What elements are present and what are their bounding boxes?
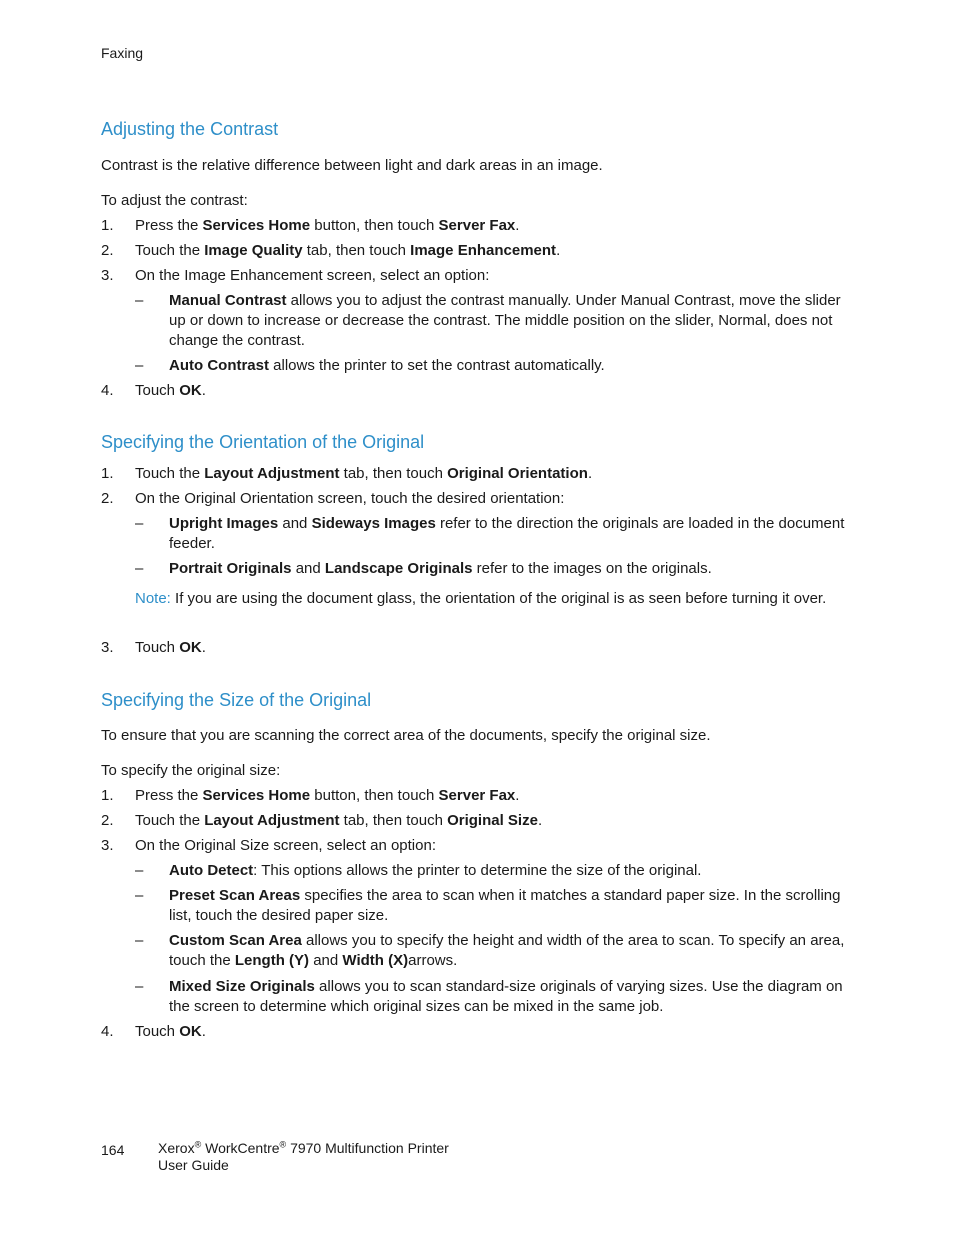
step-number: 3.: [101, 837, 114, 854]
option-text: Upright Images and Sideways Images refer to the direction the originals are loaded in the document feeder.: [169, 515, 845, 552]
step-number: 2.: [101, 242, 114, 259]
dash-bullet: –: [135, 887, 144, 904]
guide-title: User Guide: [158, 1157, 229, 1173]
contrast-intro: Contrast is the relative difference between light and dark areas in an image.: [101, 157, 603, 174]
section-title-contrast: Adjusting the Contrast: [101, 119, 279, 139]
step-text: Touch the Image Quality tab, then touch Image Enhancement.: [135, 242, 561, 259]
size-intro: To ensure that you are scanning the correct area of the documents, specify the original size.: [101, 727, 711, 744]
step-text: On the Original Orientation screen, touch the desired orientation:: [135, 490, 565, 507]
step-number: 2.: [101, 490, 114, 507]
orientation-note: [135, 589, 855, 609]
step-text: On the Image Enhancement screen, select an option:: [135, 267, 490, 284]
option-text: Auto Detect: This options allows the printer to determine the size of the original.: [169, 862, 702, 879]
footer-product: [158, 1140, 449, 1174]
dash-bullet: –: [135, 292, 144, 309]
step-number: 1.: [101, 787, 114, 804]
dash-bullet: –: [135, 560, 144, 577]
dash-bullet: –: [135, 515, 144, 532]
step-text: Touch the Layout Adjustment tab, then touch Original Size.: [135, 812, 543, 829]
step-number: 4.: [101, 1023, 114, 1040]
step-number: 1.: [101, 465, 114, 482]
dash-bullet: –: [135, 357, 144, 374]
step-number: 3.: [101, 267, 114, 284]
step-number: 3.: [101, 639, 114, 656]
option-text: Auto Contrast allows the printer to set the contrast automatically.: [169, 357, 605, 374]
step-text: Touch OK.: [135, 639, 206, 656]
page-number: 164: [101, 1142, 125, 1158]
contrast-lead: To adjust the contrast:: [101, 192, 248, 209]
step-text: Touch OK.: [135, 382, 206, 399]
section-title-orientation: Specifying the Orientation of the Original: [101, 432, 425, 452]
size-lead: To specify the original size:: [101, 762, 281, 779]
option-text: Preset Scan Areas specifies the area to scan when it matches a standard paper size. In the scrolling list, touch the desired paper size.: [169, 887, 841, 924]
section-title-size: Specifying the Size of the Original: [101, 690, 372, 710]
step-text: Press the Services Home button, then touch Server Fax.: [135, 217, 520, 234]
note-label: Note:: [135, 590, 171, 607]
option-text: Mixed Size Originals allows you to scan standard-size originals of varying sizes. Use the diagram on the screen to determine which original sizes can be mixed in the same job.: [169, 978, 843, 1015]
option-text: Custom Scan Area allows you to specify the height and width of the area to scan. To specify an area, touch the Length (Y) and Width (X)arrows.: [169, 932, 845, 969]
step-number: 2.: [101, 812, 114, 829]
note-text: If you are using the document glass, the orientation of the original is as seen before turning it over.: [170, 590, 827, 607]
step-text: On the Original Size screen, select an option:: [135, 837, 436, 854]
option-text: Portrait Originals and Landscape Originals refer to the images on the originals.: [169, 560, 712, 577]
step-number: 4.: [101, 382, 114, 399]
running-header: Faxing: [101, 45, 144, 61]
product-name: Xerox® WorkCentre® 7970 Multifunction Printer: [158, 1139, 449, 1156]
option-text: Manual Contrast allows you to adjust the contrast manually. Under Manual Contrast, move the slider up or down to increase or decrease the contrast. The middle position on the slider, Normal, does not change the contrast.: [169, 292, 841, 349]
step-number: 1.: [101, 217, 114, 234]
dash-bullet: –: [135, 862, 144, 879]
step-text: Press the Services Home button, then touch Server Fax.: [135, 787, 520, 804]
dash-bullet: –: [135, 932, 144, 949]
step-text: Touch the Layout Adjustment tab, then touch Original Orientation.: [135, 465, 593, 482]
step-text: Touch OK.: [135, 1023, 206, 1040]
dash-bullet: –: [135, 978, 144, 995]
